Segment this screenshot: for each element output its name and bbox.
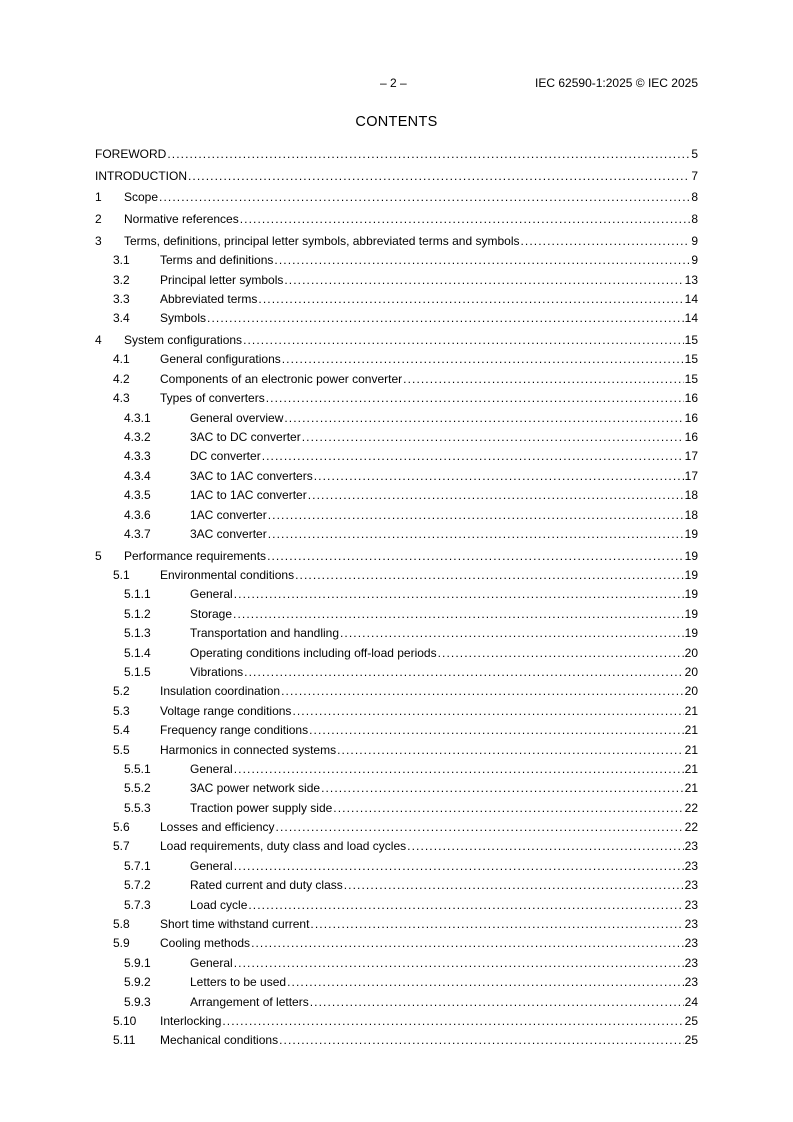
toc-entry-line <box>190 663 698 682</box>
toc-dot-leader <box>287 973 684 992</box>
toc-entry[interactable] <box>95 447 698 466</box>
toc-entry[interactable] <box>95 188 698 207</box>
toc-entry[interactable] <box>95 486 698 505</box>
toc-entry-page: 22 <box>684 820 698 835</box>
toc-entry-page: 19 <box>684 548 698 563</box>
toc-entry-title: Frequency range conditions <box>160 723 309 738</box>
toc-entry-number: 5.7.2 <box>124 878 151 893</box>
toc-dot-leader <box>340 624 684 643</box>
toc-entry-number: 5.6 <box>113 820 130 835</box>
toc-entry-line <box>160 370 698 389</box>
toc-entry-page: 15 <box>684 371 698 386</box>
toc-entry-page: 8 <box>691 190 698 205</box>
toc-dot-leader <box>344 876 684 895</box>
toc-dot-leader <box>310 915 683 934</box>
toc-entry-title: DC converter <box>190 449 261 464</box>
toc-dot-leader <box>309 721 684 740</box>
toc-dot-leader <box>407 837 684 856</box>
toc-entry-page: 21 <box>684 723 698 738</box>
toc-entry-title: Short time withstand current <box>160 917 310 932</box>
toc-entry[interactable] <box>95 760 698 779</box>
toc-entry[interactable] <box>95 1031 698 1050</box>
toc-entry-number: 5.7.1 <box>124 858 151 873</box>
toc-entry-title: Load cycle <box>190 897 248 912</box>
toc-entry[interactable] <box>95 818 698 837</box>
toc-entry-title: General <box>190 761 233 776</box>
toc-entry-number: 5.5.1 <box>124 761 151 776</box>
toc-entry[interactable] <box>95 428 698 447</box>
toc-entry-number: 4.3.3 <box>124 449 151 464</box>
toc-entry-line <box>160 251 698 270</box>
page-header <box>0 76 793 92</box>
toc-dot-leader <box>267 547 684 566</box>
toc-entry-number: 4.3.7 <box>124 526 151 541</box>
table-of-contents <box>95 145 698 1051</box>
toc-entry-number: 4.3.4 <box>124 468 151 483</box>
toc-entry[interactable] <box>95 954 698 973</box>
toc-entry-line <box>190 779 698 798</box>
toc-entry-line <box>190 486 698 505</box>
toc-entry-line <box>160 837 698 856</box>
toc-entry-number: 5.5.3 <box>124 800 151 815</box>
toc-entry-line <box>190 993 698 1012</box>
toc-entry-line <box>190 624 698 643</box>
toc-entry-title: 1AC converter <box>190 507 267 522</box>
toc-entry[interactable] <box>95 271 698 290</box>
toc-entry-number: 5.7.3 <box>124 897 151 912</box>
toc-entry-line <box>160 915 698 934</box>
toc-dot-leader <box>292 702 683 721</box>
toc-entry-title: Insulation coordination <box>160 684 281 699</box>
toc-entry-line <box>124 331 698 350</box>
toc-entry-page: 18 <box>684 507 698 522</box>
toc-entry-title: Cooling methods <box>160 936 251 951</box>
toc-entry-line <box>160 271 698 290</box>
toc-entry-line <box>190 525 698 544</box>
toc-dot-leader <box>274 251 690 270</box>
toc-entry-number: 5.9.3 <box>124 994 151 1009</box>
toc-entry-title: Normative references <box>124 212 239 227</box>
toc-entry-title: Vibrations <box>190 664 244 679</box>
toc-dot-leader <box>276 818 684 837</box>
toc-entry-number: 3.1 <box>113 253 130 268</box>
toc-entry-title: Symbols <box>160 311 207 326</box>
toc-entry[interactable] <box>95 232 698 251</box>
toc-dot-leader <box>234 954 684 973</box>
toc-dot-leader <box>262 447 684 466</box>
toc-entry-page: 9 <box>691 233 698 248</box>
toc-entry-page: 16 <box>684 391 698 406</box>
toc-entry-number: 4.3.5 <box>124 488 151 503</box>
toc-entry-page: 14 <box>684 311 698 326</box>
toc-entry[interactable] <box>95 915 698 934</box>
toc-dot-leader <box>234 585 684 604</box>
toc-entry-page: 8 <box>691 212 698 227</box>
toc-entry[interactable] <box>95 145 698 164</box>
toc-dot-leader <box>310 993 684 1012</box>
toc-entry-number: 5.10 <box>113 1013 137 1028</box>
toc-dot-leader <box>243 331 684 350</box>
toc-entry-line <box>190 428 698 447</box>
toc-entry-page: 15 <box>684 333 698 347</box>
toc-dot-leader <box>284 409 683 428</box>
toc-entry-title: Scope <box>124 190 159 205</box>
toc-entry-line <box>160 818 698 837</box>
toc-dot-leader <box>258 290 683 309</box>
toc-entry[interactable] <box>95 167 698 186</box>
toc-entry-line <box>160 934 698 953</box>
toc-entry-page: 18 <box>684 488 698 503</box>
toc-entry-page: 19 <box>684 526 698 541</box>
toc-entry-title: 3AC to 1AC converters <box>190 468 313 483</box>
toc-dot-leader <box>282 350 684 369</box>
toc-entry[interactable] <box>95 857 698 876</box>
page-title: CONTENTS <box>355 114 438 130</box>
toc-entry-title: Letters to be used <box>190 975 287 990</box>
toc-entry-line <box>160 290 698 309</box>
toc-entry-number: 4.2 <box>113 371 130 386</box>
toc-entry-page: 23 <box>684 936 698 951</box>
toc-entry[interactable] <box>95 409 698 428</box>
toc-entry-line <box>160 566 698 585</box>
toc-dot-leader <box>244 663 683 682</box>
toc-entry-line <box>160 702 698 721</box>
toc-entry[interactable] <box>95 896 698 915</box>
toc-dot-leader <box>279 1031 684 1050</box>
toc-entry[interactable] <box>95 721 698 740</box>
toc-dot-leader <box>248 896 683 915</box>
toc-entry-title: Load requirements, duty class and load cycles <box>160 839 407 854</box>
toc-entry-page: 15 <box>684 352 698 367</box>
toc-dot-leader <box>521 232 691 251</box>
toc-entry-number: 3.3 <box>113 291 130 306</box>
toc-entry-title: FOREWORD <box>95 147 167 161</box>
toc-entry-line <box>190 585 698 604</box>
toc-entry[interactable] <box>95 993 698 1012</box>
toc-entry-number: 4.3.2 <box>124 429 151 444</box>
toc-entry-title: Components of an electronic power converter <box>160 371 403 386</box>
toc-entry-line <box>160 721 698 740</box>
toc-entry-number: 5.9.2 <box>124 975 151 990</box>
toc-entry-number: 4.3.6 <box>124 507 151 522</box>
page-number: – 2 – <box>380 76 407 90</box>
toc-entry-title: Losses and efficiency <box>160 820 275 835</box>
toc-entry-page: 7 <box>691 168 698 183</box>
toc-entry-page: 17 <box>684 468 698 483</box>
toc-entry[interactable] <box>95 799 698 818</box>
toc-entry-page: 19 <box>684 606 698 621</box>
toc-entry-line <box>95 145 698 164</box>
toc-entry-page: 25 <box>684 1033 698 1048</box>
toc-dot-leader <box>233 605 684 624</box>
toc-entry[interactable] <box>95 331 698 350</box>
toc-entry-number: 2 <box>95 212 102 227</box>
toc-dot-leader <box>222 1012 683 1031</box>
toc-entry-line <box>190 896 698 915</box>
toc-entry-title: General <box>190 955 233 970</box>
toc-entry-number: 5 <box>95 548 102 563</box>
toc-entry-line <box>190 467 698 486</box>
toc-entry-title: Harmonics in connected systems <box>160 742 337 757</box>
toc-entry-page: 13 <box>684 272 698 287</box>
toc-dot-leader <box>438 644 684 663</box>
toc-entry-title: Operating conditions including off-load periods <box>190 645 437 660</box>
toc-entry-number: 5.8 <box>113 917 130 932</box>
toc-entry[interactable] <box>95 973 698 992</box>
toc-entry[interactable] <box>95 290 698 309</box>
toc-entry-number: 5.7 <box>113 839 130 854</box>
toc-entry-number: 5.1.2 <box>124 606 151 621</box>
toc-entry-number: 3.2 <box>113 272 130 287</box>
toc-entry-line <box>124 210 698 229</box>
toc-entry-line <box>190 409 698 428</box>
toc-entry-title: Performance requirements <box>124 548 267 563</box>
toc-entry-title: General <box>190 858 233 873</box>
toc-entry-title: Principal letter symbols <box>160 272 284 287</box>
toc-entry-line <box>190 605 698 624</box>
toc-dot-leader <box>167 145 690 164</box>
toc-dot-leader <box>284 271 683 290</box>
toc-entry[interactable] <box>95 585 698 604</box>
toc-entry[interactable] <box>95 309 698 328</box>
toc-entry-title: 3AC to DC converter <box>190 429 301 444</box>
toc-entry-page: 21 <box>684 781 698 796</box>
toc-entry[interactable] <box>95 876 698 895</box>
toc-entry-line <box>190 857 698 876</box>
toc-dot-leader <box>302 428 684 447</box>
toc-entry-line <box>95 167 698 186</box>
toc-entry-page: 21 <box>684 742 698 757</box>
toc-dot-leader <box>333 799 683 818</box>
toc-entry-line <box>160 1012 698 1031</box>
toc-entry-number: 5.3 <box>113 703 130 718</box>
toc-entry-page: 20 <box>684 684 698 699</box>
toc-entry-page: 25 <box>684 1013 698 1028</box>
toc-entry-line <box>190 973 698 992</box>
toc-dot-leader <box>295 566 684 585</box>
toc-entry-title: Terms, definitions, principal letter symbols, abbreviated terms and symbols <box>124 233 520 248</box>
toc-dot-leader <box>159 188 690 207</box>
toc-entry[interactable] <box>95 934 698 953</box>
toc-entry-page: 22 <box>684 800 698 815</box>
toc-dot-leader <box>266 389 684 408</box>
toc-entry-line <box>190 760 698 779</box>
toc-dot-leader <box>314 467 684 486</box>
toc-entry-number: 5.9 <box>113 936 130 951</box>
toc-entry-page: 20 <box>684 645 698 660</box>
toc-entry-number: 5.5.2 <box>124 781 151 796</box>
toc-dot-leader <box>308 486 684 505</box>
toc-entry-title: General <box>190 587 233 602</box>
toc-entry-number: 3 <box>95 233 102 248</box>
toc-entry[interactable] <box>95 389 698 408</box>
toc-entry-number: 5.2 <box>113 684 130 699</box>
toc-entry-title: Interlocking <box>160 1013 222 1028</box>
toc-entry-line <box>190 506 698 525</box>
toc-entry-title: Rated current and duty class <box>190 878 343 893</box>
toc-entry-title: Arrangement of letters <box>190 994 309 1009</box>
toc-entry-line <box>160 309 698 328</box>
toc-entry-page: 9 <box>691 253 698 268</box>
toc-entry[interactable] <box>95 1012 698 1031</box>
toc-entry-page: 16 <box>684 410 698 425</box>
toc-dot-leader <box>240 210 691 229</box>
toc-entry-page: 23 <box>684 955 698 970</box>
toc-entry[interactable] <box>95 506 698 525</box>
toc-entry-page: 19 <box>684 626 698 641</box>
toc-entry[interactable] <box>95 682 698 701</box>
toc-dot-leader <box>321 779 684 798</box>
toc-entry-title: INTRODUCTION <box>95 168 187 183</box>
toc-entry[interactable] <box>95 547 698 566</box>
toc-entry-page: 21 <box>684 761 698 776</box>
toc-entry-page: 21 <box>684 703 698 718</box>
toc-entry-page: 19 <box>684 587 698 602</box>
toc-dot-leader <box>188 167 690 186</box>
toc-dot-leader <box>234 760 684 779</box>
toc-entry-number: 5.1.1 <box>124 587 151 602</box>
toc-dot-leader <box>251 934 684 953</box>
toc-entry[interactable] <box>95 210 698 229</box>
toc-entry-number: 5.1 <box>113 567 130 582</box>
toc-entry-line <box>160 350 698 369</box>
toc-entry-line <box>190 954 698 973</box>
toc-entry-line <box>190 644 698 663</box>
toc-entry[interactable] <box>95 467 698 486</box>
toc-entry[interactable] <box>95 350 698 369</box>
toc-entry[interactable] <box>95 741 698 760</box>
toc-entry-number: 5.4 <box>113 723 130 738</box>
toc-entry[interactable] <box>95 566 698 585</box>
toc-entry-title: 1AC to 1AC converter <box>190 488 307 503</box>
toc-entry-page: 16 <box>684 429 698 444</box>
toc-entry-title: 3AC converter <box>190 526 267 541</box>
toc-dot-leader <box>234 857 684 876</box>
toc-entry-number: 4.3.1 <box>124 410 151 425</box>
document-reference: IEC 62590-1:2025 © IEC 2025 <box>535 76 698 90</box>
toc-entry[interactable] <box>95 605 698 624</box>
toc-entry-title: Traction power supply side <box>190 800 333 815</box>
toc-entry-number: 5.5 <box>113 742 130 757</box>
toc-entry[interactable] <box>95 702 698 721</box>
toc-entry[interactable] <box>95 837 698 856</box>
toc-entry-page: 24 <box>684 994 698 1009</box>
toc-entry-page: 23 <box>684 839 698 854</box>
toc-entry-line <box>124 232 698 251</box>
toc-entry-line <box>160 1031 698 1050</box>
toc-dot-leader <box>403 370 684 389</box>
toc-dot-leader <box>268 506 684 525</box>
toc-entry-number: 5.11 <box>113 1033 136 1048</box>
toc-entry-page: 23 <box>684 858 698 873</box>
toc-entry-page: 19 <box>684 567 698 582</box>
toc-entry[interactable] <box>95 663 698 682</box>
toc-entry-page: 23 <box>684 878 698 893</box>
toc-entry-number: 4 <box>95 333 102 347</box>
toc-entry-page: 5 <box>691 147 698 161</box>
toc-entry-line <box>190 876 698 895</box>
toc-entry-title: Transportation and handling <box>190 626 339 641</box>
toc-entry[interactable] <box>95 251 698 270</box>
toc-entry-page: 14 <box>684 291 698 306</box>
toc-entry-title: Environmental conditions <box>160 567 295 582</box>
toc-entry-title: General configurations <box>160 352 281 367</box>
toc-entry-title: Voltage range conditions <box>160 703 292 718</box>
toc-entry-number: 5.1.5 <box>124 664 151 679</box>
toc-entry-title: Storage <box>190 606 233 621</box>
toc-entry-line <box>190 447 698 466</box>
toc-entry-number: 5.1.4 <box>124 645 151 660</box>
toc-entry-line <box>124 547 698 566</box>
toc-entry[interactable] <box>95 624 698 643</box>
toc-entry-line <box>160 682 698 701</box>
toc-dot-leader <box>268 525 684 544</box>
toc-entry-line <box>160 741 698 760</box>
toc-entry-page: 23 <box>684 917 698 932</box>
toc-entry-page: 20 <box>684 664 698 679</box>
toc-entry-title: 3AC power network side <box>190 781 321 796</box>
toc-entry-number: 1 <box>95 190 102 205</box>
toc-entry-title: Terms and definitions <box>160 253 274 268</box>
toc-entry-line <box>124 188 698 207</box>
toc-entry[interactable] <box>95 644 698 663</box>
toc-entry-number: 5.1.3 <box>124 626 151 641</box>
toc-entry-line <box>160 389 698 408</box>
toc-entry-title: Mechanical conditions <box>160 1033 279 1048</box>
toc-entry-page: 23 <box>684 975 698 990</box>
toc-entry[interactable] <box>95 370 698 389</box>
toc-dot-leader <box>207 309 684 328</box>
toc-entry-line <box>190 799 698 818</box>
toc-entry-number: 3.4 <box>113 311 130 326</box>
toc-entry[interactable] <box>95 779 698 798</box>
toc-entry-title: System configurations <box>124 333 243 347</box>
toc-entry-number: 5.9.1 <box>124 955 151 970</box>
toc-entry[interactable] <box>95 525 698 544</box>
toc-entry-title: Types of converters <box>160 391 265 406</box>
toc-entry-page: 17 <box>684 449 698 464</box>
toc-entry-title: General overview <box>190 410 284 425</box>
toc-entry-title: Abbreviated terms <box>160 291 258 306</box>
toc-dot-leader <box>281 682 684 701</box>
toc-entry-page: 23 <box>684 897 698 912</box>
toc-dot-leader <box>337 741 684 760</box>
toc-entry-number: 4.3 <box>113 391 130 406</box>
toc-entry-number: 4.1 <box>113 352 130 367</box>
